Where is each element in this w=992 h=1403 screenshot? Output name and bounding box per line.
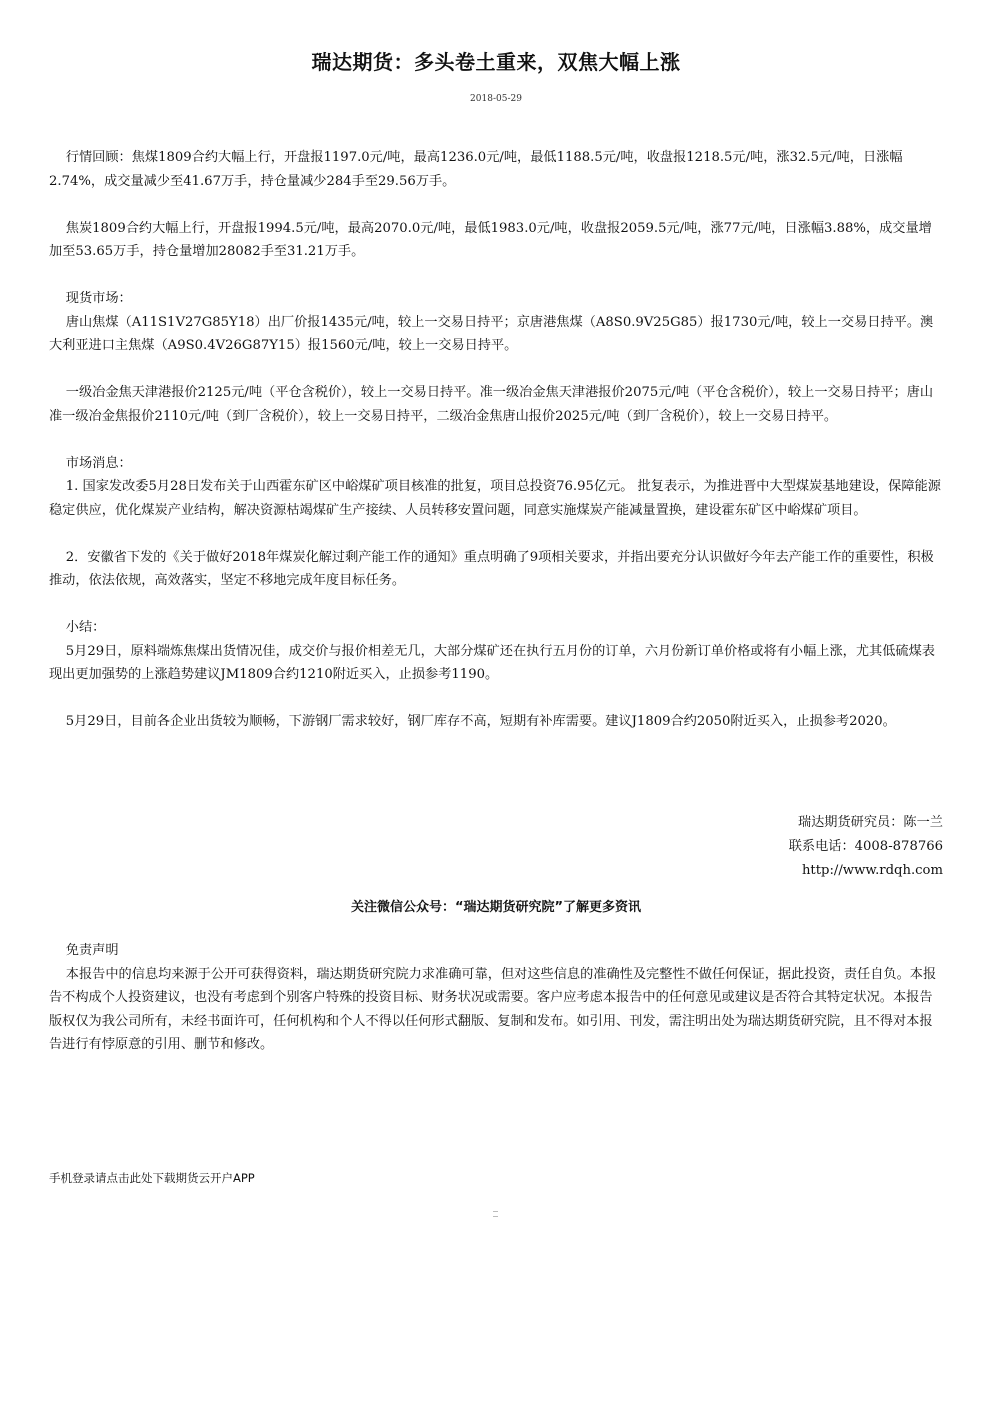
spot-market-coke: 一级冶金焦天津港报价2125元/吨（平仓含税价），较上一交易日持平。准一级冶金焦天津港报价2075元/吨（平仓含税价），较上一交易日持平；唐山准一级冶金焦报价2110元/吨（到厂含税价），较上一交易日持平，二级冶金焦唐山报价2025元/吨（到厂含税价），较上一交易日持平。	[49, 385, 934, 424]
report-date: 2018-05-29	[470, 94, 522, 104]
analyst-signature	[789, 811, 943, 883]
disclaimer-heading: 免责声明	[49, 943, 119, 958]
market-review-coke: 焦炭1809合约大幅上行，开盘报1994.5元/吨，最高2070.0元/吨，最低1983.0元/吨，收盘报2059.5元/吨，涨77元/吨，日涨幅3.88%，成交量增加至53.65万手，持仓量增加28082手至31.21万手。	[49, 220, 932, 259]
summary-coke: 5月29日，目前各企业出货较为顺畅，下游钢厂需求较好，钢厂库存不高，短期有补库需要。建议J1809合约2050附近买入，止损参考2020。	[49, 714, 896, 729]
summary-coking-coal: 小结： 5月29日，原料端炼焦煤出货情况佳，成交价与报价相差无几，大部分煤矿还在执行五月份的订单，六月份新订单价格或将有小幅上涨，尤其低硫煤表现出更加强势的上涨趋势建议JM1809合约1210附近买入，止损参考1190。	[49, 620, 935, 682]
disclaimer-text: 本报告中的信息均来源于公开可获得资料，瑞达期货研究院力求准确可靠，但对这些信息的准确性及完整性不做任何保证，据此投资，责任自负。本报告不构成个人投资建议，也没有考虑到个别客户特殊的投资目标、财务状况或需要。客户应考虑本报告中的任何意见或建议是否符合其特定状况。本报告版权仅为我公司所有，未经书面许可，任何机构和个人不得以任何形式翻版、复制和发布。如引用、刊发，需注明出处为瑞达期货研究院，且不得对本报告进行有悖原意的引用、删节和修改。	[49, 966, 937, 1052]
contact-phone: 联系电话：4008-878766	[788, 839, 943, 854]
website-link[interactable]: http://www.rdqh.com	[801, 863, 943, 878]
disclaimer-section	[49, 939, 945, 1057]
page-footer-mark	[493, 1211, 498, 1217]
market-news-2: 2．安徽省下发的《关于做好2018年煤炭化解过剩产能工作的通知》重点明确了9项相关要求，并指出要充分认识做好今年去产能工作的重要性，积极推动，依法依规，高效落实，坚定不移地完成年度目标任务。	[49, 549, 934, 588]
report-body	[49, 146, 945, 734]
report-title: 瑞达期货：多头卷土重来，双焦大幅上涨	[311, 50, 681, 74]
spot-market-coking-coal: 现货市场： 唐山焦煤（A11S1V27G85Y18）出厂价报1435元/吨，较上一交易日持平；京唐港焦煤（A8S0.9V25G85）报1730元/吨，较上一交易日持平。澳大利亚进口主焦煤（A9S0.4V26G87Y15）报1560元/吨，较上一交易日持平。	[49, 291, 934, 353]
wechat-follow-line: 关注微信公众号：“瑞达期货研究院”了解更多资讯	[350, 900, 642, 915]
market-review-coking-coal: 行情回顾：焦煤1809合约大幅上行，开盘报1197.0元/吨，最高1236.0元/吨，最低1188.5元/吨，收盘报1218.5元/吨，涨32.5元/吨，日涨幅2.74%，成交量减少至41.67万手，持仓量减少284手至29.56万手。	[49, 150, 903, 189]
market-news-1: 市场消息： 1. 国家发改委5月28日发布关于山西霍东矿区中峪煤矿项目核准的批复，项目总投资76.95亿元。 批复表示，为推进晋中大型煤炭基地建设，保障能源稳定供应，优化煤炭产业结构，解决资源枯竭煤矿生产接续、人员转移安置问题，同意实施煤炭产能减量置换，建设霍东矿区中峪煤矿项目。	[49, 455, 941, 518]
analyst-name: 瑞达期货研究员：陈一兰	[797, 815, 943, 830]
download-app-link[interactable]: 手机登录请点击此处下载期货云开户APP	[49, 1171, 255, 1185]
